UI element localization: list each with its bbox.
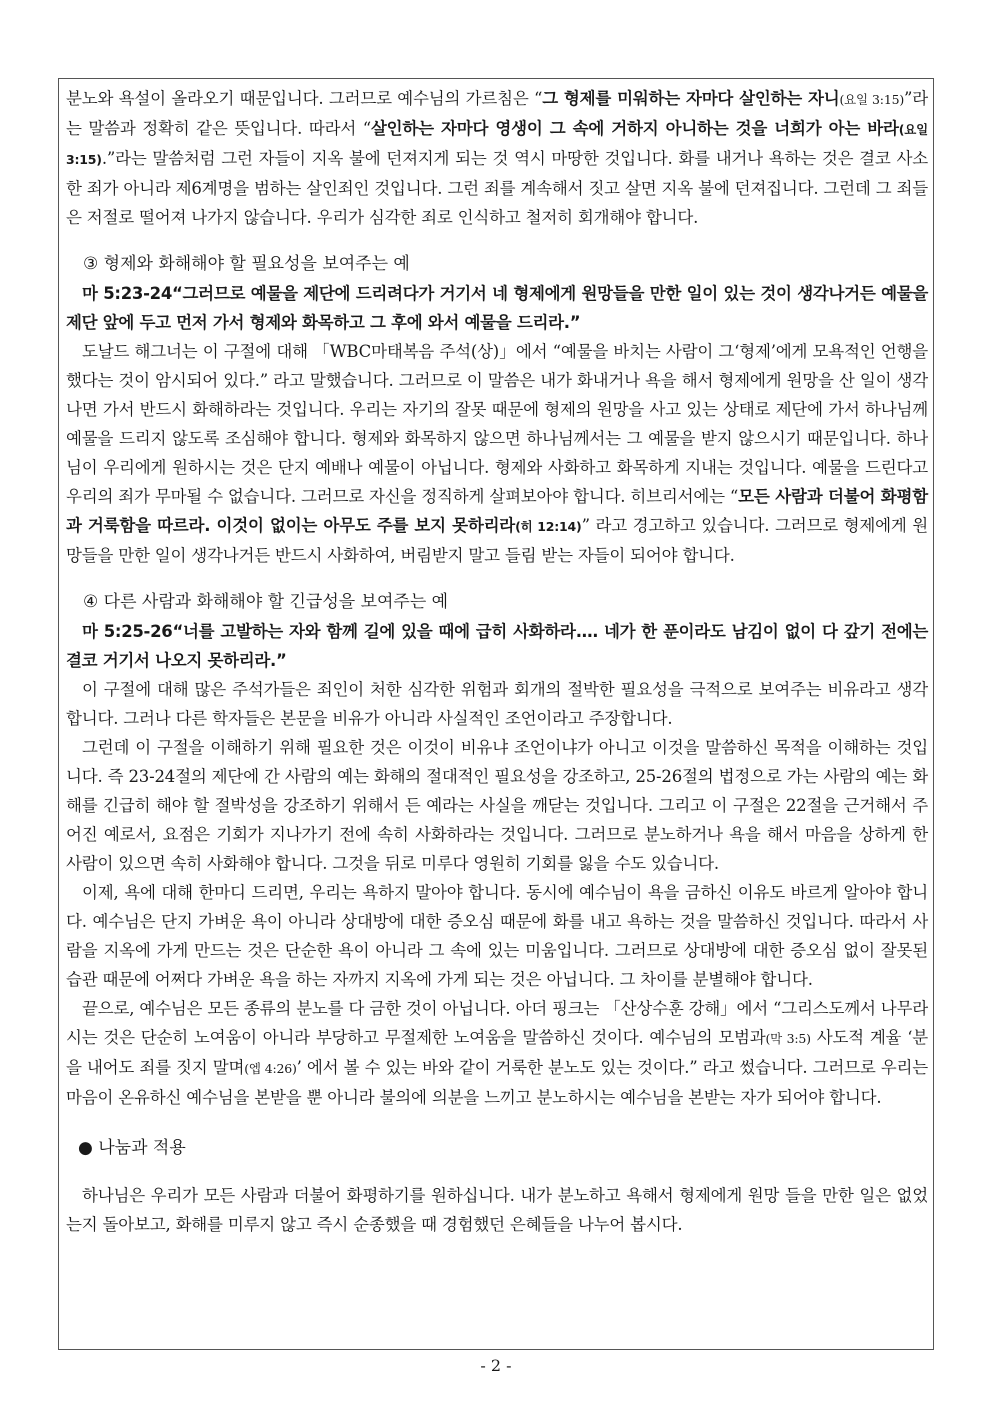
section-3-heading: ③ 형제와 화해해야 할 필요성을 보여주는 예 (83, 254, 410, 274)
section-3-body: 도날드 해그너는 이 구절에 대해 「WBC마태복음 주석(상)」에서 “예물을 바치는 사람이 그‘형제’에게 모욕적인 언행을 했다는 것이 암시되어 있다.” 라고 말했습니다. 그러므로 이 말씀은 내가 화내거나 욕을 해서 형제에게 원망을 산 일이 생각나면 가서 반드시 화해하라는 것입니다. 우리는 자기의 잘못 때문에 형제의 원망을 사고 있는 상태로 제단에 가서 하나님께 예물을 드리지 않도록 조심해야 합니다. 형제와 화목하지 않으면 하나님께서는 그 예물을 받지 않으시기 때문입니다. 하나님이 우리에게 원하시는 것은 단지 예배나 예물이 아닙니다. 형제와 사화하고 화목하게 지내는 것입니다. 예물을 드린다고 우리의 죄가 무마될 수 없습니다. 그러므로 자신을 정직하게 살펴보아야 합니다. 히브리서에는 “모든 사람과 더불어 화평함과 거룩함을 따르라. 이것이 없이는 아무도 주를 보지 못하리라(히 12:14)” 라고 경고하고 있습니다. 그러므로 형제에게 원망들을 만한 일이 생각나거든 반드시 사화하여, 버림받지 말고 들림 받는 자들이 되어야 합니다. (66, 342, 929, 565)
section-4-paragraph-1: 이 구절에 대해 많은 주석가들은 죄인이 처한 심각한 위험과 회개의 절박한 필요성을 극적으로 보여주는 비유라고 생각합니다. 그러나 다른 학자들은 본문을 비유가 아니라 사실적인 조언이라고 주장합니다. (66, 680, 928, 728)
page-number: - 2 - (480, 1356, 512, 1375)
sharing-heading (78, 1134, 928, 1163)
sharing-text: 하나님은 우리가 모든 사람과 더불어 화평하기를 원하십니다. 내가 분노하고 욕해서 형제에게 원망 들을 만한 일은 없었는지 돌아보고, 화해를 미루지 않고 즉시 순종했을 때 경험했던 은혜들을 나누어 봅시다. (66, 1186, 928, 1234)
section-4-paragraph-3: 이제, 욕에 대해 한마디 드리면, 우리는 욕하지 말아야 합니다. 동시에 예수님이 욕을 금하신 이유도 바르게 알아야 합니다. 예수님은 단지 가벼운 욕이 아니라 상대방에 대한 증오심 때문에 화를 내고 욕하는 것을 말씀하신 것입니다. 따라서 사람을 지옥에 가게 만드는 것은 단순한 욕이 아니라 그 속에 있는 미움입니다. 그러므로 상대방에 대한 증오심 없이 잘못된 습관 때문에 어쩌다 가벼운 욕을 하는 자까지 지옥에 가게 되는 것은 아닙니다. 그 차이를 분별해야 합니다. (66, 883, 928, 989)
section-4-heading: ④ 다른 사람과 화해해야 할 긴급성을 보여주는 예 (83, 592, 449, 612)
section-3-verse: 마 5:23-24“그러므로 예물을 제단에 드리려다가 거기서 네 형제에게 원망들을 만한 일이 있는 것이 생각나거든 예물을 제단 앞에 두고 먼저 가서 형제와 화목하고 그 후에 와서 예물을 드리라.” (66, 284, 928, 332)
intro-paragraph: 분노와 욕설이 올라오기 때문입니다. 그러므로 예수님의 가르침은 “그 형제를 미워하는 자마다 살인하는 자니(요일 3:15)”라는 말씀과 정확히 같은 뜻입니다. 따라서 “살인하는 자마다 영생이 그 속에 거하지 아니하는 것을 너희가 아는 바라(요일 3:15).”라는 말씀처럼 그런 자들이 지옥 불에 던져지게 되는 것 역시 마땅한 것입니다. 화를 내거나 욕하는 것은 결코 사소한 죄가 아니라 제6계명을 범하는 살인죄인 것입니다. 그런 죄를 계속해서 짓고 살면 지옥 불에 던져집니다. 그런데 그 죄들은 저절로 떨어져 나가지 않습니다. 우리가 심각한 죄로 인식하고 철저히 회개해야 합니다. (66, 89, 929, 227)
section-4-paragraph-4: 끝으로, 예수님은 모든 종류의 분노를 다 금한 것이 아닙니다. 아더 핑크는 「산상수훈 강해」에서 “그리스도께서 나무라시는 것은 단순히 노여움이 아니라 부당하고 무절제한 노여움을 말씀하신 것이다. 예수님의 모범과(막 3:5) 사도적 계율 ‘분을 내어도 죄를 짓지 말며(엡 4:26)’ 에서 볼 수 있는 바와 같이 거룩한 분노도 있는 것이다.” 라고 썼습니다. 그러므로 우리는 마음이 온유하신 예수님을 본받을 뿐 아니라 불의에 의분을 느끼고 분노하시는 예수님을 본받는 자가 되어야 합니다. (66, 999, 929, 1107)
section-4-verse: 마 5:25-26“너를 고발하는 자와 함께 길에 있을 때에 급히 사화하라.… 네가 한 푼이라도 남김이 없이 다 갚기 전에는 결코 거기서 나오지 못하리라.” (66, 622, 928, 670)
page-content (66, 84, 928, 1239)
bullet-icon: ● (78, 1138, 93, 1158)
sharing-heading-label: 나눔과 적용 (98, 1138, 186, 1158)
section-4-paragraph-2: 그런데 이 구절을 이해하기 위해 필요한 것은 이것이 비유냐 조언이냐가 아니고 이것을 말씀하신 목적을 이해하는 것입니다. 즉 23-24절의 제단에 간 사람의 예는 화해의 절대적인 필요성을 강조하고, 25-26절의 법정으로 가는 사람의 예는 화해를 긴급히 해야 할 절박성을 강조하기 위해서 든 예라는 사실을 깨닫는 것입니다. 그리고 이 구절은 22절을 근거해서 주어진 예로서, 요점은 기회가 지나가기 전에 속히 사화하라는 것입니다. 그러므로 분노하거나 욕을 해서 마음을 상하게 한 사람이 있으면 속히 사화해야 합니다. 그것을 뒤로 미루다 영원히 기회를 잃을 수도 있습니다. (66, 738, 928, 873)
